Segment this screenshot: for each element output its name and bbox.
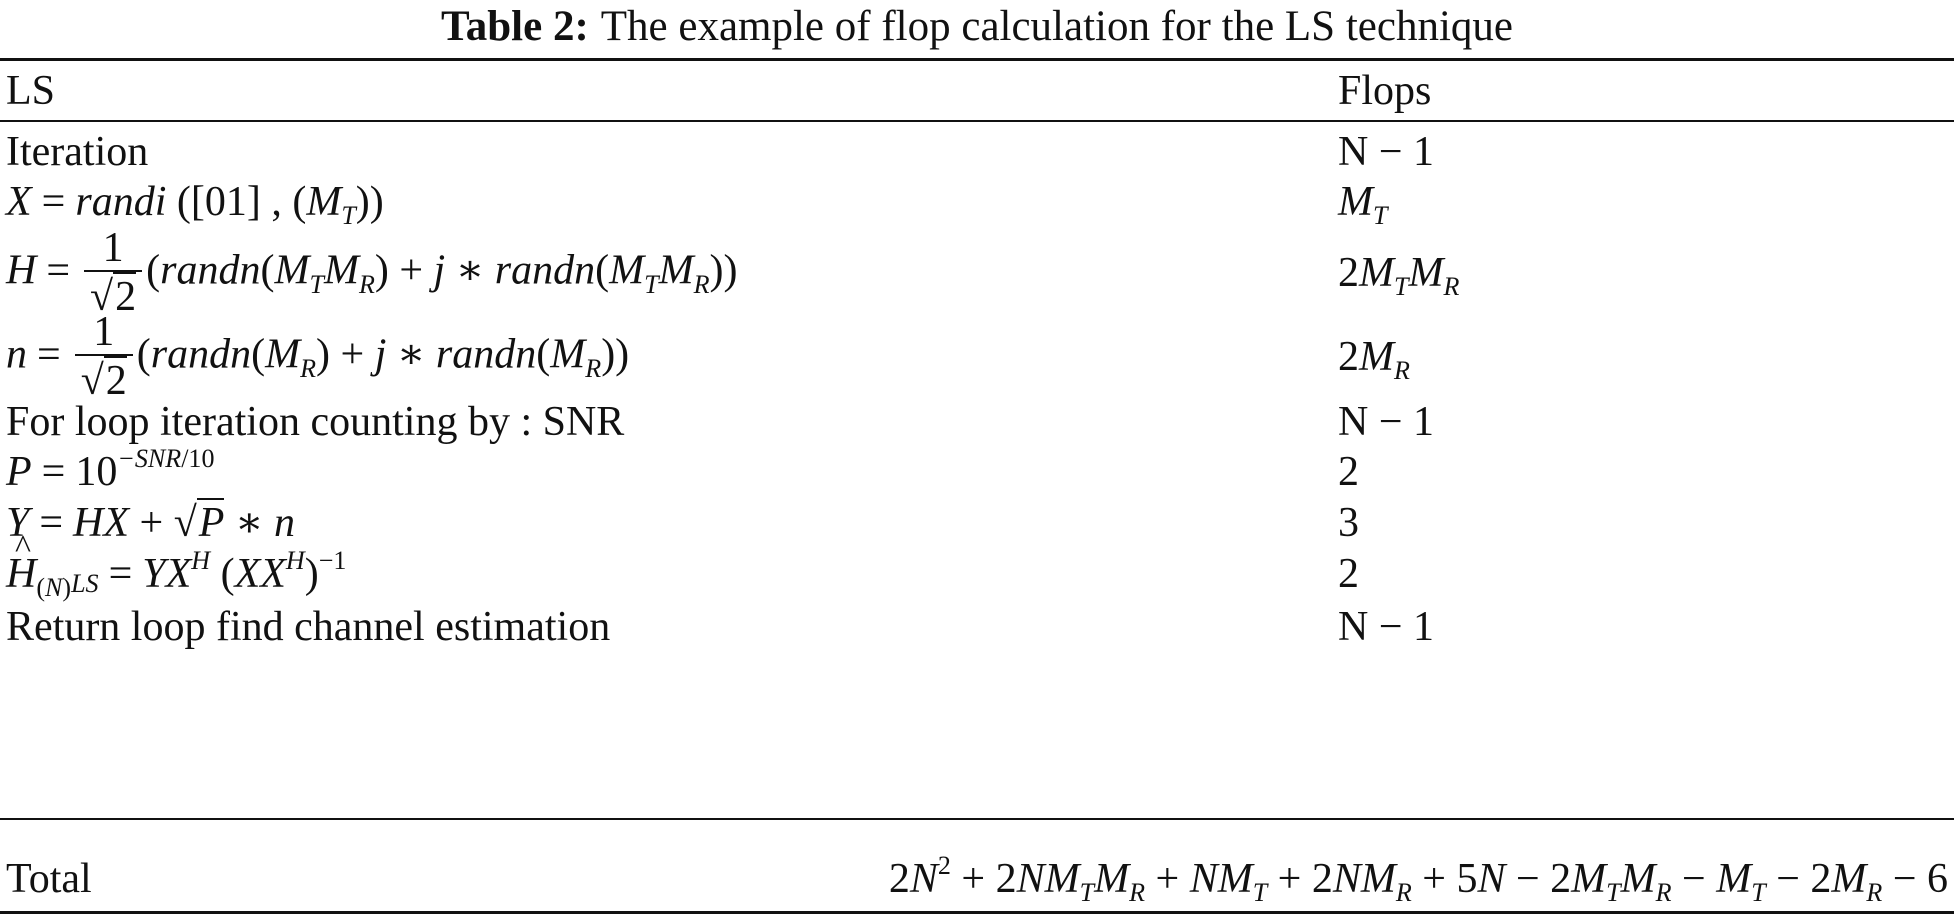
table-caption [0, 2, 1954, 52]
row-4-flops: N − 1 [1338, 399, 1435, 445]
header-flops: Flops [1338, 68, 1432, 114]
row-4-ls: For loop iteration counting by : SNR [6, 399, 625, 445]
header-ls: LS [6, 68, 56, 114]
caption-label: Table 2: [441, 3, 589, 50]
row-0-flops: N − 1 [1338, 129, 1435, 175]
row-5-ls: $P = 10^{-SNR/10}$ [6, 443, 215, 495]
row-3-flops: $2M_R$ [1338, 334, 1410, 386]
row-1-flops: $M_T$ [1338, 179, 1388, 231]
row-8-ls: Return loop find channel estimation [6, 604, 611, 650]
total-rule [0, 818, 1954, 820]
header-rule [0, 120, 1954, 122]
row-0-ls: Iteration [6, 129, 149, 175]
top-rule [0, 58, 1954, 61]
row-6-ls: Y = HX + √P ∗ n [6, 500, 295, 546]
bottom-rule [0, 911, 1954, 914]
row-7-ls: ^ $H_{(N)}^{LS} = YX^H$ $(XX^H)^{-1}$ [6, 549, 346, 599]
row-8-flops: N − 1 [1338, 604, 1435, 650]
row-1-ls: X = randi ([01] , $(M_T)$) [6, 179, 384, 231]
row-2-flops: $2M_TM_R$ [1338, 250, 1460, 302]
row-6-flops: 3 [1338, 500, 1359, 546]
caption-text: The example of flop calculation for the LS technique [600, 3, 1513, 50]
fraction: $\frac{1}{√2}$ [75, 310, 133, 406]
row-5-flops: 2 [1338, 449, 1359, 495]
total-value: $2N^2 + 2NM_TM_R + NM_T + 2NM_R + 5N - 2M_TM_R - M_T - 2M_R - 6$ [888, 850, 1948, 908]
total-label: Total [6, 856, 92, 902]
row-2-ls: H = $\frac{1}{√2}$ ($randn(M_TM_R) + j$ ∗ $randn(M_TM_R)$) [6, 225, 738, 320]
fraction: $\frac{1}{√2}$ [84, 226, 142, 322]
row-3-ls: n = $\frac{1}{√2}$ ($randn(M_R) + j$ ∗ $randn(M_R)$) [6, 309, 630, 404]
row-7-flops: 2 [1338, 551, 1359, 597]
